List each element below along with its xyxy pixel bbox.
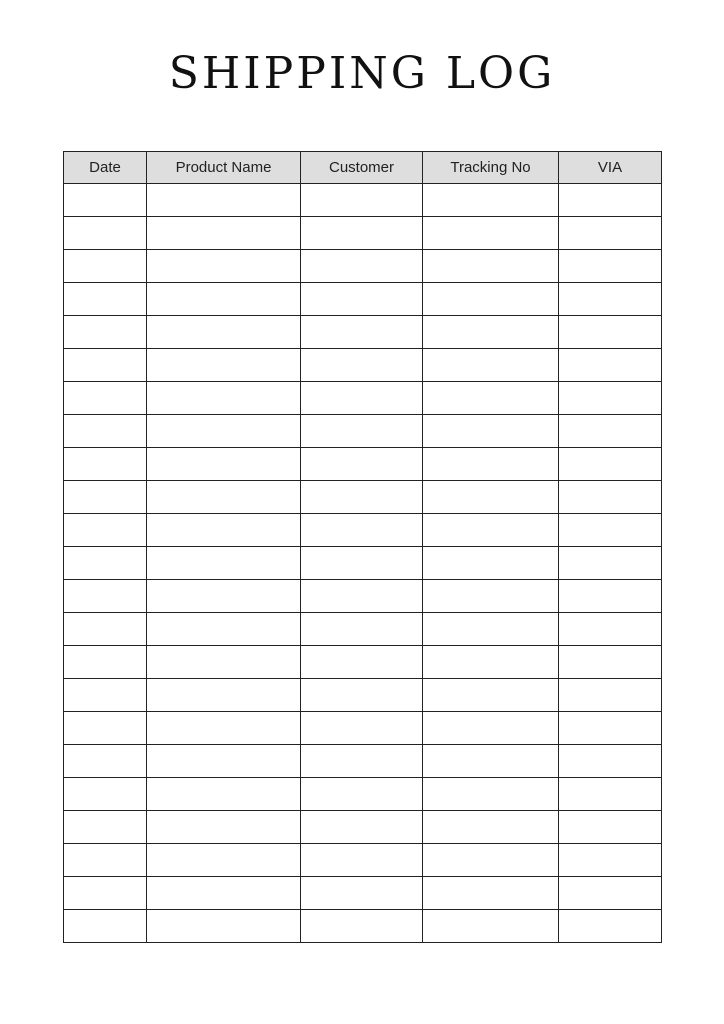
cell-date[interactable]: [64, 316, 147, 349]
cell-date[interactable]: [64, 547, 147, 580]
cell-customer[interactable]: [301, 877, 423, 910]
cell-tracking-no[interactable]: [423, 217, 559, 250]
table-row: [64, 415, 662, 448]
table-row: [64, 646, 662, 679]
cell-customer[interactable]: [301, 778, 423, 811]
cell-customer[interactable]: [301, 811, 423, 844]
cell-via[interactable]: [559, 217, 662, 250]
table-row: [64, 811, 662, 844]
cell-tracking-no[interactable]: [423, 844, 559, 877]
cell-tracking-no[interactable]: [423, 811, 559, 844]
cell-customer[interactable]: [301, 844, 423, 877]
table-row: [64, 250, 662, 283]
cell-date[interactable]: [64, 184, 147, 217]
cell-via[interactable]: [559, 844, 662, 877]
cell-via[interactable]: [559, 778, 662, 811]
cell-via[interactable]: [559, 547, 662, 580]
cell-date[interactable]: [64, 448, 147, 481]
cell-tracking-no[interactable]: [423, 646, 559, 679]
cell-customer[interactable]: [301, 217, 423, 250]
column-header-product-name: Product Name: [147, 152, 301, 184]
cell-date[interactable]: [64, 514, 147, 547]
cell-product-name[interactable]: [147, 778, 301, 811]
table-row: [64, 745, 662, 778]
table-row: [64, 514, 662, 547]
cell-customer[interactable]: [301, 547, 423, 580]
cell-tracking-no[interactable]: [423, 382, 559, 415]
cell-date[interactable]: [64, 481, 147, 514]
cell-customer[interactable]: [301, 712, 423, 745]
cell-customer[interactable]: [301, 316, 423, 349]
cell-customer[interactable]: [301, 580, 423, 613]
cell-product-name[interactable]: [147, 415, 301, 448]
cell-via[interactable]: [559, 745, 662, 778]
table-row: [64, 547, 662, 580]
cell-via[interactable]: [559, 646, 662, 679]
cell-customer[interactable]: [301, 415, 423, 448]
cell-product-name[interactable]: [147, 250, 301, 283]
cell-date[interactable]: [64, 844, 147, 877]
table-row: [64, 580, 662, 613]
table-row: [64, 349, 662, 382]
table-row: [64, 382, 662, 415]
cell-date[interactable]: [64, 877, 147, 910]
cell-product-name[interactable]: [147, 481, 301, 514]
cell-customer[interactable]: [301, 349, 423, 382]
cell-date[interactable]: [64, 712, 147, 745]
cell-date[interactable]: [64, 613, 147, 646]
table-row: [64, 778, 662, 811]
column-header-date: Date: [64, 152, 147, 184]
cell-date[interactable]: [64, 910, 147, 943]
cell-date[interactable]: [64, 283, 147, 316]
table-row: [64, 844, 662, 877]
cell-product-name[interactable]: [147, 382, 301, 415]
cell-product-name[interactable]: [147, 811, 301, 844]
cell-via[interactable]: [559, 481, 662, 514]
cell-product-name[interactable]: [147, 349, 301, 382]
cell-product-name[interactable]: [147, 877, 301, 910]
cell-via[interactable]: [559, 316, 662, 349]
page-title: SHIPPING LOG: [168, 48, 556, 99]
table-row: [64, 712, 662, 745]
table-row: [64, 910, 662, 943]
cell-customer[interactable]: [301, 613, 423, 646]
column-header-customer: Customer: [301, 152, 423, 184]
cell-via[interactable]: [559, 415, 662, 448]
cell-date[interactable]: [64, 349, 147, 382]
cell-product-name[interactable]: [147, 844, 301, 877]
cell-product-name[interactable]: [147, 316, 301, 349]
cell-tracking-no[interactable]: [423, 316, 559, 349]
cell-via[interactable]: [559, 910, 662, 943]
cell-date[interactable]: [64, 646, 147, 679]
cell-tracking-no[interactable]: [423, 481, 559, 514]
cell-date[interactable]: [64, 778, 147, 811]
cell-via[interactable]: [559, 382, 662, 415]
cell-tracking-no[interactable]: [423, 877, 559, 910]
cell-tracking-no[interactable]: [423, 580, 559, 613]
cell-customer[interactable]: [301, 646, 423, 679]
cell-customer[interactable]: [301, 382, 423, 415]
cell-customer[interactable]: [301, 910, 423, 943]
cell-tracking-no[interactable]: [423, 679, 559, 712]
table-row: [64, 217, 662, 250]
cell-product-name[interactable]: [147, 613, 301, 646]
cell-product-name[interactable]: [147, 547, 301, 580]
cell-via[interactable]: [559, 811, 662, 844]
cell-date[interactable]: [64, 745, 147, 778]
cell-via[interactable]: [559, 613, 662, 646]
cell-tracking-no[interactable]: [423, 910, 559, 943]
cell-via[interactable]: [559, 250, 662, 283]
cell-via[interactable]: [559, 877, 662, 910]
table-header-row: [64, 152, 662, 184]
table-row: [64, 613, 662, 646]
cell-tracking-no[interactable]: [423, 745, 559, 778]
cell-date[interactable]: [64, 250, 147, 283]
cell-tracking-no[interactable]: [423, 415, 559, 448]
cell-tracking-no[interactable]: [423, 514, 559, 547]
cell-product-name[interactable]: [147, 712, 301, 745]
cell-via[interactable]: [559, 580, 662, 613]
cell-tracking-no[interactable]: [423, 712, 559, 745]
cell-customer[interactable]: [301, 283, 423, 316]
cell-tracking-no[interactable]: [423, 283, 559, 316]
cell-via[interactable]: [559, 712, 662, 745]
table-row: [64, 877, 662, 910]
cell-customer[interactable]: [301, 679, 423, 712]
cell-customer[interactable]: [301, 481, 423, 514]
column-header-tracking-no: Tracking No: [423, 152, 559, 184]
cell-date[interactable]: [64, 679, 147, 712]
cell-product-name[interactable]: [147, 217, 301, 250]
cell-via[interactable]: [559, 349, 662, 382]
cell-product-name[interactable]: [147, 646, 301, 679]
table-row: [64, 283, 662, 316]
cell-tracking-no[interactable]: [423, 778, 559, 811]
cell-product-name[interactable]: [147, 283, 301, 316]
table-row: [64, 679, 662, 712]
table-row: [64, 184, 662, 217]
cell-customer[interactable]: [301, 745, 423, 778]
table-body: [64, 184, 662, 943]
table-row: [64, 481, 662, 514]
cell-via[interactable]: [559, 184, 662, 217]
table-row: [64, 448, 662, 481]
cell-product-name[interactable]: [147, 184, 301, 217]
cell-tracking-no[interactable]: [423, 547, 559, 580]
cell-customer[interactable]: [301, 250, 423, 283]
cell-product-name[interactable]: [147, 745, 301, 778]
table-row: [64, 316, 662, 349]
cell-product-name[interactable]: [147, 448, 301, 481]
cell-date[interactable]: [64, 382, 147, 415]
cell-product-name[interactable]: [147, 679, 301, 712]
cell-customer[interactable]: [301, 514, 423, 547]
cell-customer[interactable]: [301, 448, 423, 481]
cell-date[interactable]: [64, 811, 147, 844]
cell-date[interactable]: [64, 580, 147, 613]
cell-tracking-no[interactable]: [423, 250, 559, 283]
cell-tracking-no[interactable]: [423, 184, 559, 217]
cell-customer[interactable]: [301, 184, 423, 217]
shipping-log-table: [63, 151, 662, 943]
cell-product-name[interactable]: [147, 580, 301, 613]
cell-product-name[interactable]: [147, 514, 301, 547]
cell-tracking-no[interactable]: [423, 613, 559, 646]
cell-product-name[interactable]: [147, 910, 301, 943]
cell-date[interactable]: [64, 217, 147, 250]
cell-tracking-no[interactable]: [423, 349, 559, 382]
column-header-via: VIA: [559, 152, 662, 184]
cell-tracking-no[interactable]: [423, 448, 559, 481]
cell-date[interactable]: [64, 415, 147, 448]
cell-via[interactable]: [559, 448, 662, 481]
cell-via[interactable]: [559, 679, 662, 712]
cell-via[interactable]: [559, 283, 662, 316]
cell-via[interactable]: [559, 514, 662, 547]
